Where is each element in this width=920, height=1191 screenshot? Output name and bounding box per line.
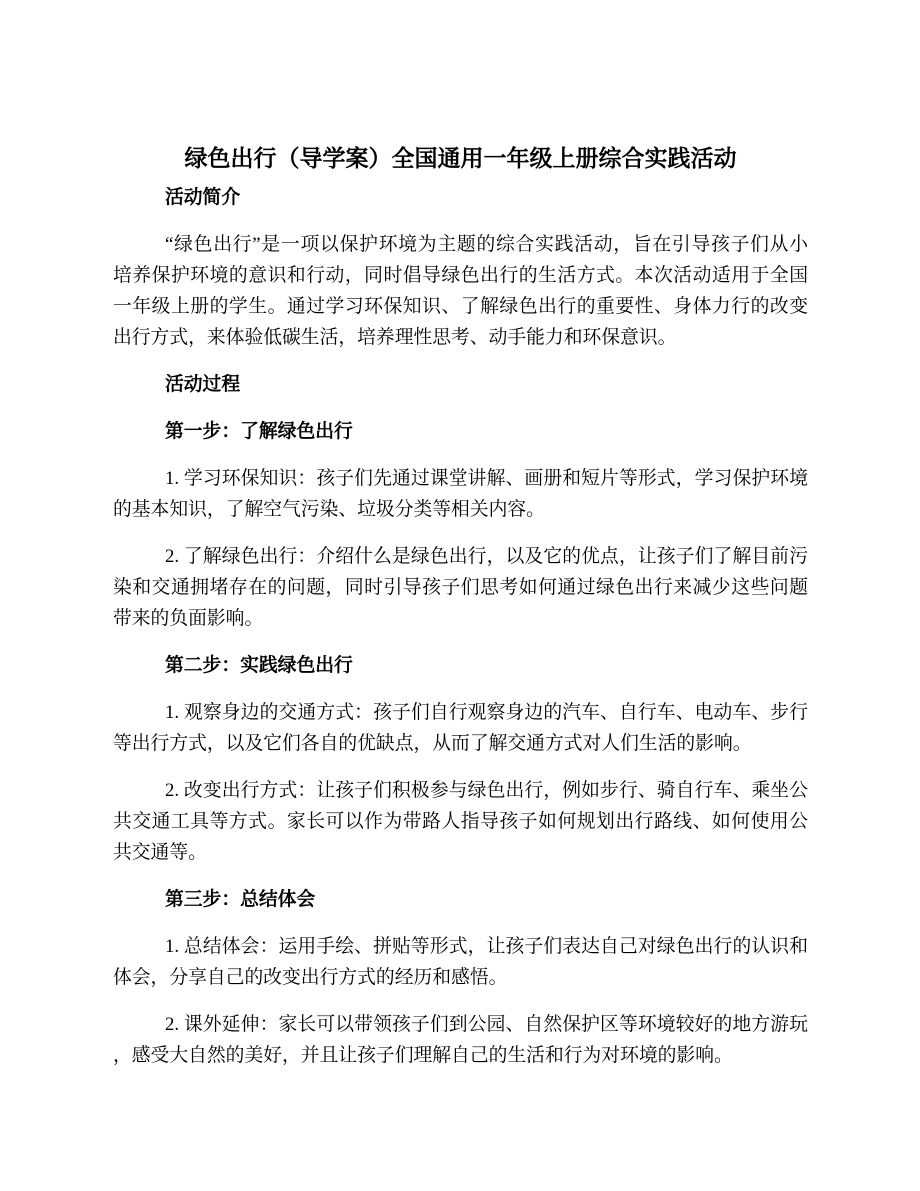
text-line: 1. 总结体会：运用手绘、拼贴等形式，让孩子们表达自己对绿色出行的认识和: [165, 936, 808, 957]
text-line: 等出行方式，以及它们各自的优缺点，从而了解交通方式对人们生活的影响。: [113, 733, 752, 754]
text-line: 出行方式，来体验低碳生活，培养理性思考、动手能力和环保意识。: [113, 327, 677, 348]
text-line: ，感受大自然的美好，并且让孩子们理解自己的生活和行为对环境的影响。: [113, 1045, 733, 1066]
text-line: 体会，分享自己的改变出行方式的经历和感悟。: [113, 967, 508, 988]
paragraph: [113, 931, 808, 993]
paragraph: [113, 1009, 808, 1071]
heading: [113, 416, 808, 447]
text-line: 共交通工具等方式。家长可以作为带路人指导孩子如何规划出行路线、如何使用公: [113, 811, 808, 832]
text-line: 第二步：实践绿色出行: [165, 655, 353, 676]
text-line: 1. 观察身边的交通方式：孩子们自行观察身边的汽车、自行车、电动车、步行: [165, 702, 808, 723]
text-line: “绿色出行”是一项以保护环境为主题的综合实践活动，旨在引导孩子们从小: [165, 234, 808, 255]
document-content: [113, 142, 808, 1071]
paragraph: [113, 775, 808, 868]
paragraph: [113, 697, 808, 759]
text-line: 2. 课外延伸：家长可以带领孩子们到公园、自然保护区等环境较好的地方游玩: [165, 1014, 808, 1035]
text-line: 活动简介: [165, 187, 241, 208]
text-line: 1. 学习环保知识：孩子们先通过课堂讲解、画册和短片等形式，学习保护环境: [165, 468, 808, 489]
text-line: 第三步：总结体会: [165, 889, 316, 910]
text-line: 第一步：了解绿色出行: [165, 421, 353, 442]
heading: [113, 182, 808, 213]
text-line: 染和交通拥堵存在的问题，同时引导孩子们思考如何通过绿色出行来减少这些问题: [113, 577, 808, 598]
text-line: 共交通等。: [113, 842, 207, 863]
paragraph: [113, 541, 808, 634]
text-line: 一年级上册的学生。通过学习环保知识、了解绿色出行的重要性、身体力行的改变: [113, 296, 808, 317]
text-line: 2. 改变出行方式：让孩子们积极参与绿色出行，例如步行、骑自行车、乘坐公: [165, 780, 808, 801]
heading: [113, 650, 808, 681]
document-body: [113, 182, 808, 1071]
text-line: 2. 了解绿色出行：介绍什么是绿色出行，以及它的优点，让孩子们了解目前污: [165, 546, 808, 567]
document-title: 绿色出行（导学案）全国通用一年级上册综合实践活动: [184, 146, 737, 171]
paragraph: [113, 229, 808, 353]
text-line: 培养保护环境的意识和行动，同时倡导绿色出行的生活方式。本次活动适用于全国: [113, 265, 808, 286]
heading: [113, 884, 808, 915]
paragraph: [113, 463, 808, 525]
heading: [113, 369, 808, 400]
text-line: 的基本知识，了解空气污染、垃圾分类等相关内容。: [113, 499, 545, 520]
text-line: 活动过程: [165, 374, 241, 395]
text-line: 带来的负面影响。: [113, 608, 264, 629]
